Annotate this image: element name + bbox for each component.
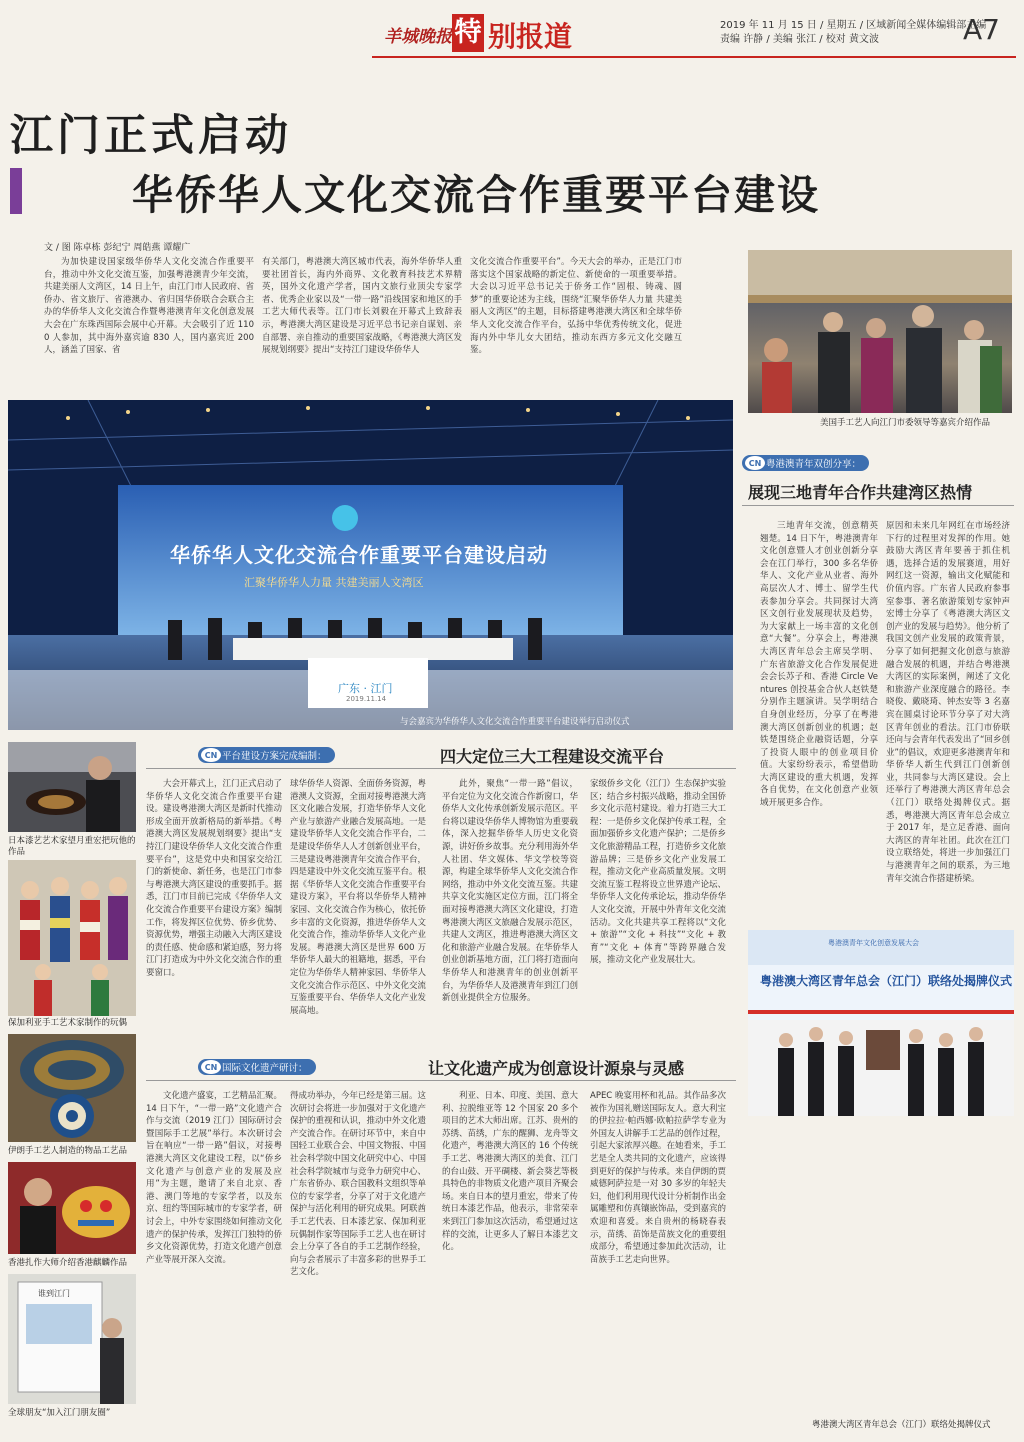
unveiling-banner-top: 粤港澳青年文化创意发展大会 bbox=[828, 939, 919, 947]
qilin-illustration bbox=[8, 1162, 136, 1254]
sec2-badge: CN 平台建设方案完成编制： bbox=[198, 747, 335, 763]
stage-screen-title: 华侨华人文化交流合作重要平台建设启动 bbox=[170, 543, 548, 567]
sec1-col2: 原因和未来几年网红在市场经济下行的过程里对发挥的作用。她鼓励大湾区青年要善于抓住机遇，选择合适的发展赛道，用好网红这一资源，输出文化赋能和价值内容。广东省人民政府参事室参事、著名旅游策划专家钟声宏博士分享了《粤港澳大湾区文创产业的发展与趋势》。他分析了我国文创产业发展的政策背景，分享了如何把握文化创意与旅游融合发展的机遇，并结合粤港澳大湾区的实际案例，阐述了文化和旅游产业深度融合的路径。李晓俊、戴晓琦、钟杰安等 3 名嘉宾在圆桌讨论环节分享了对大湾区青年创业的看法。江门市侨联还向与会青年代表发出了“回乡创业”的倡议，欢迎更多港澳青年和华侨华人新生代到江门创新创业，共同参与大湾区建设。会上还举行了粤港澳大湾区青年总会（江门）联络处揭牌仪式。据悉，粤港澳大湾区青年总会成立于 2017 年，是立足香港、面向大湾区的青年社团。此次在江门设立联络处，将进一步加强江门与港澳青年之间的联系，为三地青年交流合作搭建桥梁。 bbox=[886, 521, 1010, 884]
date-line: 2019 年 11 月 15 日 / 星期五 / 区域新闻全媒体编辑部主编 bbox=[720, 20, 987, 31]
photo-bulgaria-dolls bbox=[8, 860, 136, 1016]
sec1-rule bbox=[742, 505, 1014, 506]
section-char1: 特 bbox=[454, 17, 482, 48]
photo-friends-circle bbox=[8, 1274, 136, 1404]
guests-illustration bbox=[748, 250, 1012, 413]
sec2-rule bbox=[146, 768, 736, 769]
sec1-col1: 三地青年交流，创意精英翘楚。14 日下午，粤港澳青年文化创意暨人才创业创新分享会在江门举行，300 多名华侨华人、文化产业从业者、海外高层次人才、博士、留学生代表参加分享会。共同探讨大湾区文创行业发展现状及趋势，为大家献上一场丰富的文化创意“大餐”。分享会上，粤港澳大湾区青年总会主席吴学明、广东省旅游文化合作发展促进会会长苏子和、香港 Circle Ventures 创投基金合伙人赵铁楚分别作主题演讲。吴学明结合自身创业经历，分享了在粤港澳大湾区创新创业的机遇；赵铁楚围绕企业融资话题，分享了投资人眼中的创业项目价值。大家纷纷表示，希望借助大湾区建设的重大机遇，发挥各自优势，在文化创意产业领域开展更多合作。 bbox=[760, 521, 878, 809]
youth-logo-icon bbox=[744, 455, 766, 471]
sec1-title: 展现三地青年合作共建湾区热情 bbox=[748, 483, 973, 502]
caption-bulgaria-dolls: 保加利亚手工艺术家制作的玩偶 bbox=[8, 1018, 128, 1028]
svg-text:CN: CN bbox=[748, 459, 762, 468]
platform-logo-icon bbox=[200, 747, 222, 763]
staff-line: 责编 许静 / 美编 张江 / 校对 黄文波 bbox=[720, 34, 879, 45]
friends-board-title: 谁到江门 bbox=[38, 1289, 70, 1298]
caption-iran-crafts: 伊朗手工艺人制造的物品工艺品 bbox=[8, 1146, 128, 1156]
stage-podium-date: 2019.11.14 bbox=[346, 695, 387, 703]
intro-col2: 有关部门，粤港澳大湾区城市代表，海外华侨华人重要社团首长，海内外商界、文化教育科技艺术界精英，国外文化遗产学者，国内文旅行业顶尖专家学者、优秀企业家以及“一带一路”沿线国家和地区的手工艺大师代表等。江门市长刘毅在开幕式上致辞表示，粤港澳大湾区建设是习近平总书记亲自谋划、亲自部署、亲自推动的重要国家战略，《粤港澳大湾区发展规划纲要》提出“支持江门建设华侨华人 bbox=[262, 257, 462, 356]
sec2-title: 四大定位三大工程建设交流平台 bbox=[440, 747, 665, 766]
sec2-col3: 此外，聚焦“一带一路”倡议，平台定位为文化交流合作新窗口，华侨华人文化传承创新发展示范区。平台将以建设华侨华人博物馆为重要载体，深入挖掘华侨华人历史文化资源，讲好侨乡故事。充分利用海外华人社团、华文媒体、华文学校等资源，构建全球华侨华人文化交流合作网络，推动中外文化交流互鉴。共建共享文化实施区定位方面，江门将全面对接粤港澳大湾区文化建设，打造粤港澳大湾区文旅融合发展示范区，共建人文湾区，推进粤港澳大湾区文化和旅游产业融合发展。在华侨华人创业创新基地方面，江门将打造面向华侨华人和港澳青年的创业创新平台，为华侨华人及港澳青年到江门创新创业提供全方位服务。 bbox=[442, 779, 578, 1004]
paper-name: 羊城晚报 bbox=[384, 27, 452, 47]
sec3-col2: 得成功举办，今年已经是第三届。这次研讨会将进一步加强对于文化遗产保护的重视和认识，推动中外文化遗产交流合作。在研讨环节中，来自中国轻工业联合会、中国文物报、中国社会科学院中国文化研究中心、中国社会科学院城市与竞争力研究中心、广东省侨办、联合国教科文组织等单位的专家学者，分享了对于文化遗产保护与活化利用的研究成果。阿联酋手工艺代表、日本漆艺家、保加利亚玩偶制作家等国际手工艺人也在研讨会上分享了各自的手工艺制作经验，向与会者展示了丰富多彩的世界手工艺文化。 bbox=[290, 1091, 426, 1278]
sec3-col3: 利亚、日本、印度、美国、意大利、拉脱维亚等 12 个国家 20 多个项目的艺术大师出席。江苏、贵州的苏绣、苗绣，广东的醒狮、龙舟等文化遗产，粤港澳大湾区的 16 个传统手工艺、粤港澳大湾区的美食、江门的台山鼓、开平碉楼、新会葵艺等极具特色的非物质文化遗产项目齐聚会场。来自日本的望月重宏，带来了传统日本漆艺作品，他表示，非常荣幸来到江门参加这次活动，希望通过这样的交流，让更多人了解日本漆艺文化。 bbox=[442, 1091, 578, 1253]
sec1-header bbox=[742, 452, 869, 474]
photo-launch-ceremony bbox=[8, 400, 733, 730]
section-mark bbox=[452, 14, 484, 52]
sec3-col4: APEC 晚宴用杯和礼品。其作品多次被作为国礼赠送国际友人。意大利宝的伊拉拉·帕西娜·欧帕拉萨学专业为外国友人讲解手工艺品的创作过程，引起大家浓厚兴趣。在她看来，手工艺是全人类共同的文化遗产，应该得到更好的保护与传承。来自伊朗的贾威德阿萨拉是一对 30 多岁的年轻夫妇，他们利用现代设计分析制作出金属雕塑和仿真镶嵌饰品，受到嘉宾的欢迎和喜爱。来自贵州的杨晓春表示，苗绣、苗饰是苗族文化的重要组成部分，希望通过参加此次活动，让苗族手工艺走向世界。 bbox=[590, 1091, 726, 1265]
unveiling-banner: 粤港澳大湾区青年总会（江门）联络处揭牌仪式 bbox=[760, 974, 1013, 988]
sec3-title: 让文化遗产成为创意设计源泉与灵感 bbox=[428, 1059, 685, 1078]
iran-crafts-illustration bbox=[8, 1034, 136, 1142]
page-number: A7 bbox=[963, 13, 1000, 46]
dolls-illustration bbox=[8, 860, 136, 1016]
photo-iran-crafts bbox=[8, 1034, 136, 1142]
heritage-logo-icon bbox=[200, 1059, 222, 1075]
sec3-rule bbox=[146, 1080, 736, 1081]
masthead-rule bbox=[372, 56, 1016, 58]
caption-youth-unveiling: 粤港澳大湾区青年总会（江门）联络处揭牌仪式 bbox=[812, 1420, 991, 1430]
sec2-col2: 球华侨华人资源、全面侨务资源，粤港澳人文资源，全面对接粤港澳大湾区文化融合发展，打造华侨华人文化产业与旅游产业融合发展高地。一是建设华侨华人文化交流合作平台，二是建设华侨华人人才创新创业平台，三是建设粤港澳青年交流合作平台，四是建设中外文化交流互鉴平台。根据《华侨华人文化交流合作重要平台建设方案》，平台将以华侨华人精神家园、文化交流合作为核心，依托侨乡丰富的文化资源，推进华侨华人文化交流合作，推动华侨华人文化产业发展。粤港澳大湾区是世界 600 万华侨华人最大的祖籍地，据悉，平台定位为华侨华人精神家园、华侨华人文化交流合作示范区、中外文化交流互鉴重要平台、华侨华人文化产业发展高地。 bbox=[290, 779, 426, 1016]
sec3-badge: CN 国际文化遗产研讨： bbox=[198, 1059, 316, 1075]
caption-friends-circle: 全球朋友“加入江门朋友圈” bbox=[8, 1408, 111, 1418]
photo-visit-guests bbox=[748, 250, 1012, 413]
sec2-col1: 大会开幕式上，江门正式启动了华侨华人文化交流合作重要平台建设。建设粤港澳大湾区是新时代推动形成全面开放新格局的新举措。《粤港澳大湾区发展规划纲要》提出“支持江门建设华侨华人文化交流合作重要平台”，这是党中央和国家交给江门的新使命、新任务，也是江门市参与粤港澳大湾区建设的重要抓手。据悉，江门市目前已完成《华侨华人文化交流合作重要平台建设方案》编制工作，将发挥区位优势、侨乡优势、资源优势，增强主动融入大湾区建设的责任感、使命感和紧迫感，努力将江门打造成为中外文化交流合作的重要窗口。 bbox=[146, 779, 282, 978]
paper-logo bbox=[384, 22, 452, 47]
headline-line1: 江门正式启动 bbox=[10, 111, 292, 161]
stage-screen-subtitle: 汇聚华侨华人力量 共建美丽人文湾区 bbox=[244, 576, 424, 589]
sec2-header bbox=[198, 744, 335, 766]
unveiling-illustration bbox=[748, 930, 1014, 1116]
headline-bar bbox=[10, 168, 22, 214]
svg-text:CN: CN bbox=[204, 751, 218, 760]
photo-youth-unveiling bbox=[748, 930, 1014, 1116]
intro-col1: 为加快建设国家级华侨华人文化交流合作重要平台，推动中外文化交流互鉴，加强粤港澳青少年交流，共建美丽人文湾区，14 日上午，由江门市人民政府、省侨办、省文旅厅、省港澳办、省归国华侨联合会联合主办的华侨华人文化交流合作暨粤港澳青年文化创意发展大会在广东珠西国际会展中心开幕。大会吸引了近 1100 人参加，其中海外嘉宾逾 830 人，国内嘉宾近 200 人，涵盖了国家、省 bbox=[44, 257, 254, 356]
sec2-col4: 家级侨乡文化（江门）生态保护实验区；结合乡村振兴战略，推动全国侨乡文化示范村建设。着力打造三大工程：一是侨乡文化保护传承工程，全面加强侨乡文化遗产保护；二是侨乡文化旅游精品工程，打造侨乡文化旅游品牌；三是侨乡文化产业发展工程，推动文化产业高质量发展。文明交流互鉴工程将设立世界遗产论坛、华侨华人文化传承论坛，推动华侨华人文化交流，开展中外青年文化交流活动。文化共建共享工程将以“文化 + 旅游”“文化 + 科技”“文化 + 教育”“文化 + 体育”等跨界融合发展，推动文化产业发展壮大。 bbox=[590, 779, 726, 966]
caption-launch-ceremony: 与会嘉宾为华侨华人文化交流合作重要平台建设举行启动仪式 bbox=[400, 717, 630, 727]
sec3-header bbox=[198, 1056, 316, 1078]
byline: 文 / 图 陈卓栋 彭纪宁 周皓燕 谭耀广 bbox=[44, 243, 191, 253]
svg-text:CN: CN bbox=[204, 1063, 218, 1072]
caption-hk-qilin: 香港扎作大师介绍香港麒麟作品 bbox=[8, 1258, 128, 1268]
sec3-col1: 文化遗产盛宴，工艺精品汇聚。14 日下午，“一带一路”文化遗产合作与交流（2019 江门）国际研讨会暨国际手工艺展”举行。本次研讨会旨在响应“一带一路”倡议，对接粤港澳大湾区文化建设工程，以“侨乡文化遗产与创意产业的发展及应用”为主题，邀请了来自北京、香港、澳门等地的专家学者，以及东京、纽约等国际城市的专家学者，研讨会上，中外专家围绕如何推动文化遗产的保护传承，发挥江门独特的侨乡文化资源优势，打造文化遗产创意产业等展开深入交流。 bbox=[146, 1091, 282, 1265]
intro-col3: 文化交流合作重要平台”。今天大会的举办，正是江门市落实这个国家战略的新定位、新使命的一项重要举措。大会以习近平总书记关于侨务工作“固根、铸魂、圆梦”的重要论述为主线，围绕“汇聚华侨华人力量 共建美丽人文湾区”的主题，目标搭建粤港澳大湾区和全球华侨华人文化交流合作平台，弘扬中华优秀传统文化，促进海内外中华儿女大团结，推动东西方多元文化交融互鉴。 bbox=[470, 257, 682, 356]
stage-podium-text: 广东 · 江门 bbox=[338, 682, 393, 695]
photo-hk-qilin bbox=[8, 1162, 136, 1254]
masthead bbox=[0, 0, 1024, 78]
friends-illustration bbox=[8, 1274, 136, 1404]
sec1-badge: CN 粤港澳青年双创分享： bbox=[742, 455, 869, 471]
caption-visit-guests: 美国手工艺人向江门市委领导等嘉宾介绍作品 bbox=[820, 418, 991, 428]
headline-line2: 华侨华人文化交流合作重要平台建设 bbox=[132, 171, 820, 219]
caption-japan-lacquer: 日本漆艺艺术家望月重宏把玩他的作品 bbox=[8, 836, 136, 857]
section-name: 别报道 bbox=[488, 20, 573, 53]
photo-japan-lacquer bbox=[8, 742, 136, 832]
lacquer-illustration bbox=[8, 742, 136, 832]
